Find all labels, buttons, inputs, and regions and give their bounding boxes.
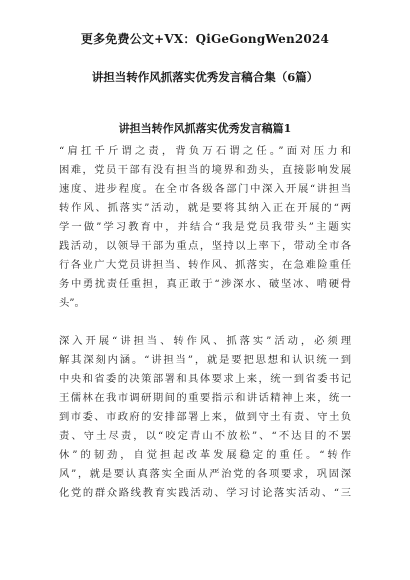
text-line: 速度、进步程度。在全市各级各部门中深入开展“讲担当 (59, 183, 351, 195)
text-line: 务中勇扰责任重担，真正敢于“涉深水、破坚冰、啃硬骨 (59, 278, 351, 290)
text-line: 深入开展“讲担当、转作风、抓落实”活动，必须理 (59, 335, 351, 347)
paragraph-gap (59, 313, 351, 332)
text-line: 解其深刻内涵。“讲担当”，就是要把思想和认识统一到 (59, 354, 351, 366)
text-line: 休”的韧劲，自觉担起改革发展稳定的重任。“转作 (59, 449, 351, 461)
text-line: 学一做”学习教育中，并结合“我是党员我带头”主题实 (59, 221, 351, 233)
article-body (59, 142, 351, 503)
header-note: 更多免费公文+VX：QiGeGongWen2024 (80, 32, 330, 46)
text-line: 风”，就是要认真落实全面从严治党的各项要求，巩固深 (59, 468, 351, 480)
collection-title: 讲担当转作风抓落实优秀发言稿合集（6篇） (91, 70, 319, 84)
text-line: 责、守土尽责，以“咬定青山不放松”、“不达目的不罢 (59, 430, 351, 442)
paragraph-1 (59, 142, 351, 313)
text-line: 头”。 (59, 297, 85, 309)
text-line: 王儒林在我市调研期间的重要指示和讲话精神上来，统一 (59, 392, 351, 404)
text-line: 到市委、市政府的安排部署上来，做到守土有责、守土负 (59, 411, 351, 423)
text-line: 践活动，以领导干部为重点，坚持以上率下，带动全市各 (59, 240, 351, 252)
text-line: 行各业广大党员讲担当、转作风、抓落实，在急难险重任 (59, 259, 351, 271)
text-line: 转作风、抓落实”活动，就是要将其纳入正在开展的“两 (59, 202, 351, 214)
article-title: 讲担当转作风抓落实优秀发言稿篇1 (118, 122, 292, 135)
text-line: “肩扛千斤谓之责，背负万石谓之任。”面对压力和 (59, 145, 351, 157)
text-line: 困难，党员干部有没有担当的境界和劲头，直接影响发展 (59, 164, 351, 176)
paragraph-2 (59, 332, 351, 503)
text-line: 中央和省委的决策部署和具体要求上来，统一到省委书记 (59, 373, 351, 385)
text-line: 化党的群众路线教育实践活动、学习讨论落实活动、“三 (59, 487, 351, 499)
